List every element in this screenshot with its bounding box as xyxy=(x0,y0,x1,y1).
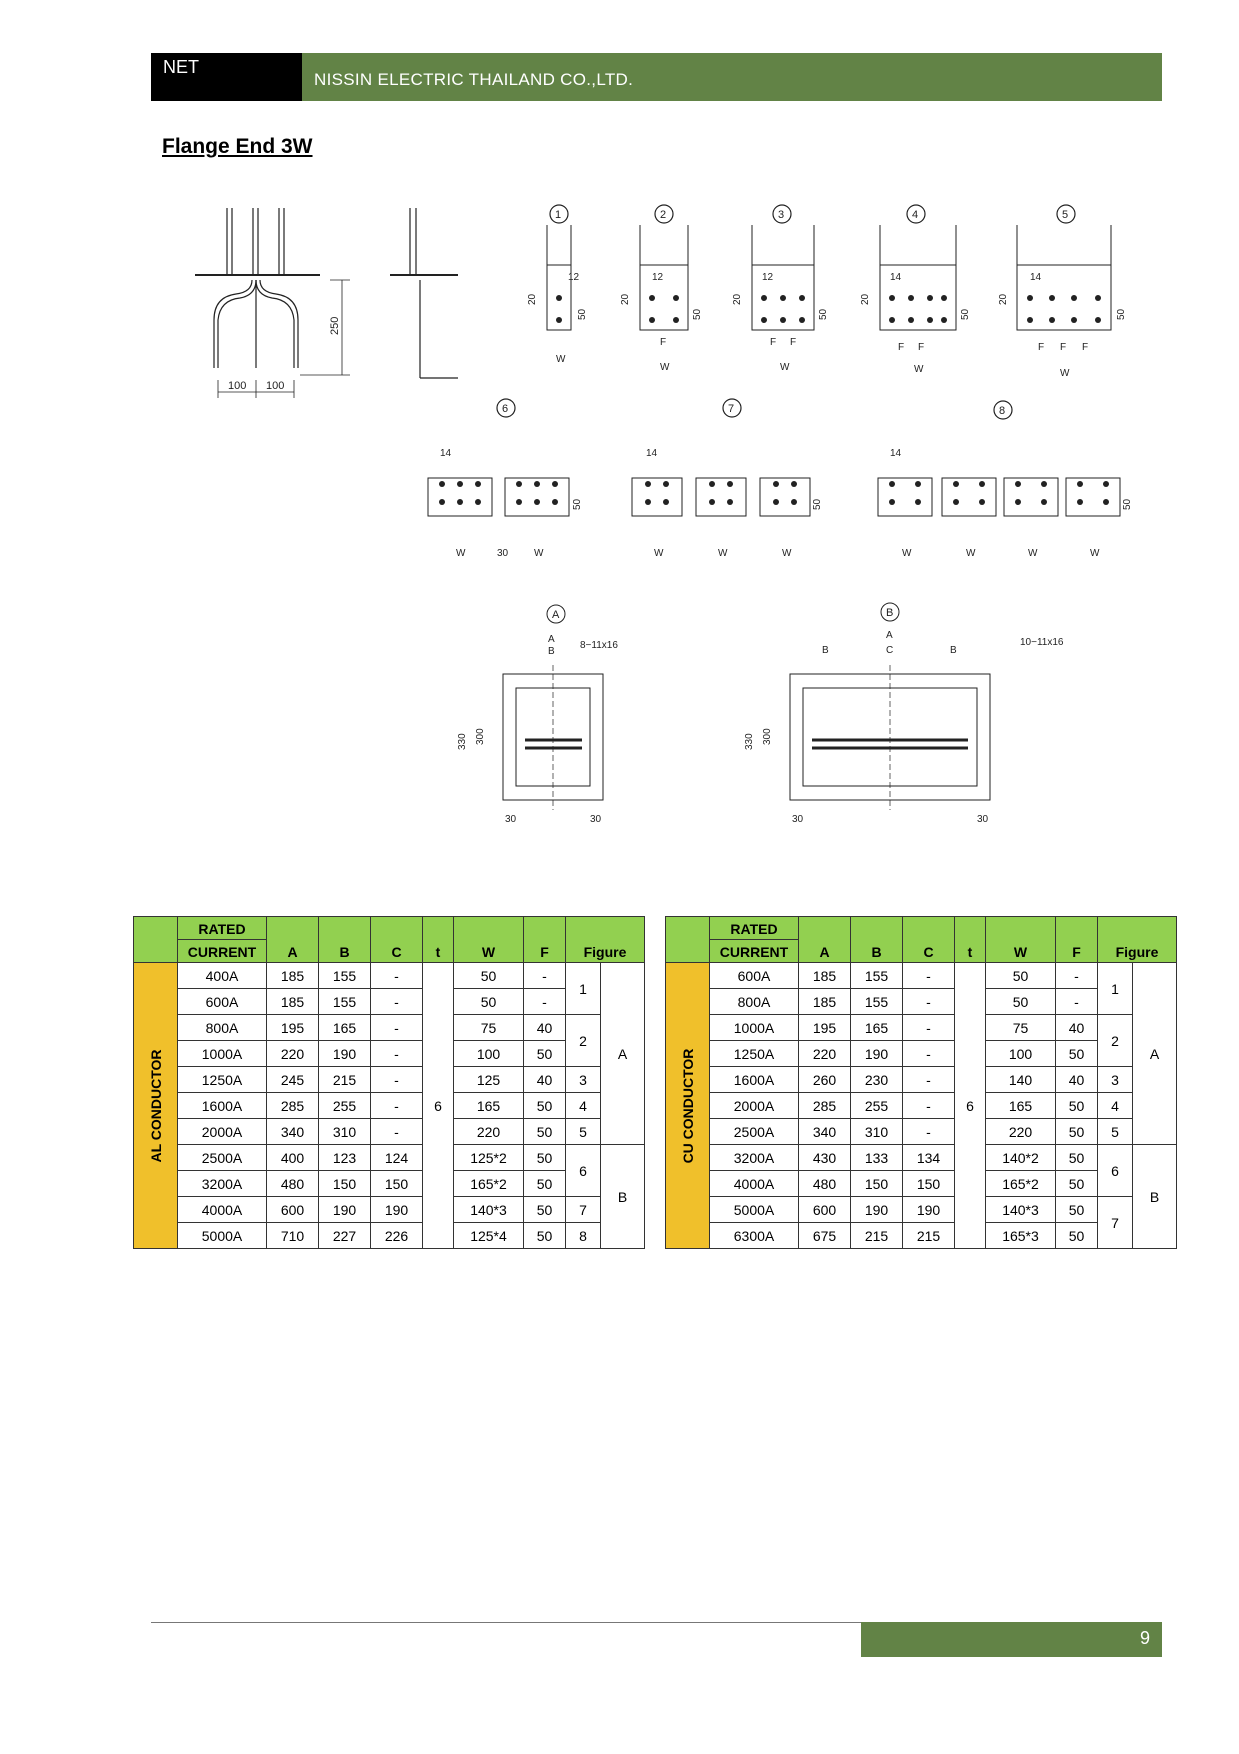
dim-12-fig2: 12 xyxy=(652,272,664,283)
al-side-label xyxy=(134,963,178,1249)
cu-fig-letter-b: B xyxy=(1133,1145,1177,1249)
dim-w1-fig8: W xyxy=(902,548,912,559)
table-cell: 1000A xyxy=(710,1015,799,1041)
fig-num-7: 7 xyxy=(728,403,735,415)
table-cell: 220 xyxy=(799,1041,851,1067)
dim-f1-fig5: F xyxy=(1038,342,1045,353)
table-cell: 230 xyxy=(851,1067,903,1093)
dim-w2-fig7: W xyxy=(718,548,728,559)
table-cell: 430 xyxy=(799,1145,851,1171)
table-cell: 50 xyxy=(1056,1093,1098,1119)
cu-header-w: W xyxy=(986,917,1056,963)
table-cell: - xyxy=(371,1093,423,1119)
table-cell: 226 xyxy=(371,1223,423,1249)
dim-20-fig4: 20 xyxy=(860,293,871,305)
al-t-value: 6 xyxy=(423,963,454,1249)
table-cell: 340 xyxy=(799,1119,851,1145)
table-cell: - xyxy=(1056,989,1098,1015)
table-cell: 50 xyxy=(524,1223,566,1249)
dim-50-fig2: 50 xyxy=(692,308,703,320)
plate-b-dim-300: 300 xyxy=(762,728,773,745)
plate-a-dim-330: 330 xyxy=(457,733,468,750)
dim-f2-fig3: F xyxy=(790,337,797,348)
plate-b-dim-b2: B xyxy=(950,645,957,656)
plate-b-dim-30r: 30 xyxy=(977,814,989,825)
table-cell: 8 xyxy=(566,1223,601,1249)
page-number: 9 xyxy=(1139,1628,1150,1648)
dim-30-fig6: 30 xyxy=(497,548,509,559)
table-cell: 50 xyxy=(1056,1145,1098,1171)
table-cell: 50 xyxy=(986,963,1056,989)
al-header-c: C xyxy=(371,917,423,963)
table-cell: 50 xyxy=(524,1171,566,1197)
table-row xyxy=(134,1119,645,1145)
fig-num-3: 3 xyxy=(778,209,785,221)
busbar-details-row2 xyxy=(428,448,1133,559)
table-cell: 2500A xyxy=(178,1145,267,1171)
table-row xyxy=(666,1145,1177,1171)
table-cell: 50 xyxy=(524,1145,566,1171)
table-cell: 165*2 xyxy=(454,1171,524,1197)
table-cell: 1600A xyxy=(710,1067,799,1093)
table-cell: 50 xyxy=(524,1041,566,1067)
dim-w-fig2: W xyxy=(660,362,670,373)
table-cell: 50 xyxy=(1056,1171,1098,1197)
table-cell: 600 xyxy=(799,1197,851,1223)
table-cell: - xyxy=(1056,963,1098,989)
table-cell: 165 xyxy=(319,1015,371,1041)
cu-header-current: CURRENT xyxy=(710,940,799,963)
table-row xyxy=(666,1093,1177,1119)
al-header-current: CURRENT xyxy=(178,940,267,963)
table-cell: 155 xyxy=(319,963,371,989)
table-cell: - xyxy=(371,989,423,1015)
dim-50-fig5: 50 xyxy=(1116,308,1127,320)
plate-label-b: B xyxy=(886,607,894,619)
table-cell: 4 xyxy=(566,1093,601,1119)
table-cell: 675 xyxy=(799,1223,851,1249)
plate-b-dim-a: A xyxy=(886,630,893,641)
table-cell: - xyxy=(903,1093,955,1119)
dim-14-fig7: 14 xyxy=(646,448,658,459)
table-cell: - xyxy=(371,1067,423,1093)
dim-14-fig4: 14 xyxy=(890,272,902,283)
dim-14-fig8: 14 xyxy=(890,448,902,459)
table-cell: 5000A xyxy=(178,1223,267,1249)
dim-f3-fig5: F xyxy=(1082,342,1089,353)
table-cell: 133 xyxy=(851,1145,903,1171)
table-cell: 310 xyxy=(319,1119,371,1145)
table-cell: - xyxy=(524,989,566,1015)
table-cell: 710 xyxy=(267,1223,319,1249)
cu-header-rated: RATED xyxy=(710,917,799,940)
cu-side-label xyxy=(666,963,710,1249)
table-cell: 1 xyxy=(566,963,601,1015)
dim-w1-fig6: W xyxy=(456,548,466,559)
table-cell: 7 xyxy=(566,1197,601,1223)
table-cell: 800A xyxy=(710,989,799,1015)
table-cell: 190 xyxy=(371,1197,423,1223)
table-cell: - xyxy=(903,989,955,1015)
fig-num-1: 1 xyxy=(555,209,562,221)
dim-w-fig1: W xyxy=(556,354,566,365)
dim-12-fig3: 12 xyxy=(762,272,774,283)
dim-w-fig5: W xyxy=(1060,368,1070,379)
al-conductor-table xyxy=(133,916,645,1249)
table-cell: 125*4 xyxy=(454,1223,524,1249)
dim-f2-fig5: F xyxy=(1060,342,1067,353)
al-header-f: F xyxy=(524,917,566,963)
table-cell: 1600A xyxy=(178,1093,267,1119)
table-cell: 6 xyxy=(1098,1145,1133,1197)
table-cell: 100 xyxy=(986,1041,1056,1067)
table-row xyxy=(134,1093,645,1119)
plate-b-dim-330: 330 xyxy=(744,733,755,750)
busbar-details-row1 xyxy=(527,225,1127,379)
table-cell: 165 xyxy=(454,1093,524,1119)
dim-50-fig1: 50 xyxy=(577,308,588,320)
company-name: NISSIN ELECTRIC THAILAND CO.,LTD. xyxy=(314,70,634,89)
table-cell: 155 xyxy=(319,989,371,1015)
table-cell: 220 xyxy=(454,1119,524,1145)
table-row xyxy=(134,1145,645,1171)
flange-plate-b xyxy=(744,603,1064,825)
table-cell: 75 xyxy=(986,1015,1056,1041)
table-cell: - xyxy=(903,1119,955,1145)
table-cell: 40 xyxy=(524,1015,566,1041)
table-cell: 2500A xyxy=(710,1119,799,1145)
plate-a-dim-30l: 30 xyxy=(505,814,517,825)
dim-w3-fig7: W xyxy=(782,548,792,559)
table-cell: 4000A xyxy=(710,1171,799,1197)
table-cell: 150 xyxy=(851,1171,903,1197)
table-cell: 50 xyxy=(524,1093,566,1119)
dim-50-fig8: 50 xyxy=(1122,498,1133,510)
table-cell: 50 xyxy=(1056,1223,1098,1249)
table-row xyxy=(666,1067,1177,1093)
side-label-text: CU CONDUCTOR xyxy=(679,1048,696,1163)
dim-w3-fig8: W xyxy=(1028,548,1038,559)
table-cell: 140*2 xyxy=(986,1145,1056,1171)
table-cell: 1 xyxy=(1098,963,1133,1015)
table-cell: 150 xyxy=(371,1171,423,1197)
table-cell: 75 xyxy=(454,1015,524,1041)
table-cell: 215 xyxy=(319,1067,371,1093)
table-row xyxy=(134,963,645,989)
table-cell: - xyxy=(371,1015,423,1041)
table-cell: 480 xyxy=(799,1171,851,1197)
dim-250: 250 xyxy=(329,316,341,335)
table-cell: 125*2 xyxy=(454,1145,524,1171)
cu-header-b: B xyxy=(851,917,903,963)
dim-50-fig4: 50 xyxy=(960,308,971,320)
table-cell: 3 xyxy=(1098,1067,1133,1093)
plate-b-dim-c: C xyxy=(886,645,894,656)
table-cell: 1250A xyxy=(710,1041,799,1067)
table-cell: 600 xyxy=(267,1197,319,1223)
cu-header-f: F xyxy=(1056,917,1098,963)
table-cell: 185 xyxy=(267,963,319,989)
dim-20-fig3: 20 xyxy=(732,293,743,305)
table-cell: 227 xyxy=(319,1223,371,1249)
table-cell: 190 xyxy=(851,1041,903,1067)
table-cell: 124 xyxy=(371,1145,423,1171)
table-cell: 5000A xyxy=(710,1197,799,1223)
fig-num-5: 5 xyxy=(1062,209,1069,221)
footer-page-box xyxy=(861,1622,1162,1657)
table-cell: 255 xyxy=(319,1093,371,1119)
plate-a-dim-30r: 30 xyxy=(590,814,602,825)
table-cell: 185 xyxy=(799,963,851,989)
table-row xyxy=(134,1015,645,1041)
plate-a-dim-300: 300 xyxy=(475,728,486,745)
table-cell: 7 xyxy=(1098,1197,1133,1249)
table-cell: 245 xyxy=(267,1067,319,1093)
footer-rule xyxy=(151,1622,861,1623)
table-cell: 4000A xyxy=(178,1197,267,1223)
header-tag-text: NET xyxy=(163,57,199,77)
al-header-row-1 xyxy=(134,917,645,940)
table-cell: - xyxy=(903,1041,955,1067)
table-cell: 100 xyxy=(454,1041,524,1067)
dim-f-fig2: F xyxy=(660,337,667,348)
cu-header-a: A xyxy=(799,917,851,963)
cu-conductor-table xyxy=(665,916,1177,1249)
table-cell: 140 xyxy=(986,1067,1056,1093)
table-cell: 600A xyxy=(710,963,799,989)
fig-num-6: 6 xyxy=(502,403,509,415)
table-cell: 155 xyxy=(851,989,903,1015)
dim-20-fig5: 20 xyxy=(998,293,1009,305)
dim-14-fig5: 14 xyxy=(1030,272,1042,283)
table-cell: - xyxy=(371,1041,423,1067)
table-cell: 190 xyxy=(319,1041,371,1067)
plate-a-dim-a: A xyxy=(548,634,555,645)
table-row xyxy=(134,1197,645,1223)
plate-b-dim-b1: B xyxy=(822,645,829,656)
table-cell: 260 xyxy=(799,1067,851,1093)
table-cell: 50 xyxy=(454,963,524,989)
dim-w2-fig8: W xyxy=(966,548,976,559)
table-cell: 134 xyxy=(903,1145,955,1171)
table-cell: 285 xyxy=(267,1093,319,1119)
side-view-drawing xyxy=(195,208,458,398)
table-cell: 1250A xyxy=(178,1067,267,1093)
table-cell: 800A xyxy=(178,1015,267,1041)
cu-header-figure: Figure xyxy=(1098,917,1177,963)
fig-num-2: 2 xyxy=(660,209,667,221)
dim-f1-fig3: F xyxy=(770,337,777,348)
table-cell: 123 xyxy=(319,1145,371,1171)
flange-plate-a xyxy=(457,605,618,825)
table-cell: 220 xyxy=(986,1119,1056,1145)
table-cell: 165*2 xyxy=(986,1171,1056,1197)
dim-w-fig3: W xyxy=(780,362,790,373)
fig-num-8: 8 xyxy=(999,405,1006,417)
table-cell: 340 xyxy=(267,1119,319,1145)
fig-num-4: 4 xyxy=(912,209,919,221)
dim-f2-fig4: F xyxy=(918,342,925,353)
al-header-w: W xyxy=(454,917,524,963)
table-cell: 40 xyxy=(1056,1067,1098,1093)
plate-label-a: A xyxy=(552,609,560,621)
table-cell: 5 xyxy=(566,1119,601,1145)
dim-100-left: 100 xyxy=(228,380,247,392)
table-cell: 190 xyxy=(903,1197,955,1223)
dim-f1-fig4: F xyxy=(898,342,905,353)
table-cell: 50 xyxy=(454,989,524,1015)
table-cell: 400A xyxy=(178,963,267,989)
table-cell: 220 xyxy=(267,1041,319,1067)
hole-spec-b: 10−11x16 xyxy=(1020,637,1064,648)
al-header-blank xyxy=(134,917,178,963)
table-cell: 40 xyxy=(1056,1015,1098,1041)
table-cell: 3200A xyxy=(710,1145,799,1171)
al-header-t: t xyxy=(423,917,454,963)
dim-50-fig3: 50 xyxy=(818,308,829,320)
table-cell: 190 xyxy=(319,1197,371,1223)
table-row xyxy=(134,1223,645,1249)
side-label-text: AL CONDUCTOR xyxy=(147,1048,164,1163)
table-cell: 50 xyxy=(524,1119,566,1145)
table-cell: - xyxy=(524,963,566,989)
table-row xyxy=(666,963,1177,989)
al-header-a: A xyxy=(267,917,319,963)
table-cell: 400 xyxy=(267,1145,319,1171)
table-cell: 50 xyxy=(524,1197,566,1223)
table-cell: 4 xyxy=(1098,1093,1133,1119)
table-cell: - xyxy=(903,963,955,989)
table-cell: 165 xyxy=(986,1093,1056,1119)
dim-14-fig6: 14 xyxy=(440,448,452,459)
cu-header-c: C xyxy=(903,917,955,963)
dim-20-fig1: 20 xyxy=(527,293,538,305)
table-cell: 150 xyxy=(903,1171,955,1197)
cu-header-row-1 xyxy=(666,917,1177,940)
al-fig-letter-b: B xyxy=(601,1145,645,1249)
cu-fig-letter-a: A xyxy=(1133,963,1177,1145)
table-cell: 2000A xyxy=(178,1119,267,1145)
table-cell: 215 xyxy=(851,1223,903,1249)
cu-header-t: t xyxy=(955,917,986,963)
table-cell: 190 xyxy=(851,1197,903,1223)
table-cell: 195 xyxy=(799,1015,851,1041)
table-cell: 215 xyxy=(903,1223,955,1249)
dim-12-fig1: 12 xyxy=(568,272,580,283)
al-header-rated: RATED xyxy=(178,917,267,940)
al-header-figure: Figure xyxy=(566,917,645,963)
hole-spec-a: 8−11x16 xyxy=(580,640,618,651)
dim-w4-fig8: W xyxy=(1090,548,1100,559)
dim-50-fig7: 50 xyxy=(812,498,823,510)
table-cell: 165*3 xyxy=(986,1223,1056,1249)
table-cell: 50 xyxy=(1056,1197,1098,1223)
dim-20-fig2: 20 xyxy=(620,293,631,305)
table-cell: 125 xyxy=(454,1067,524,1093)
table-cell: 3200A xyxy=(178,1171,267,1197)
table-cell: - xyxy=(903,1015,955,1041)
table-cell: 185 xyxy=(799,989,851,1015)
cu-t-value: 6 xyxy=(955,963,986,1249)
table-cell: 310 xyxy=(851,1119,903,1145)
table-cell: 50 xyxy=(1056,1119,1098,1145)
table-row xyxy=(666,1119,1177,1145)
table-cell: 195 xyxy=(267,1015,319,1041)
page-title: Flange End 3W xyxy=(162,135,313,158)
table-cell: 5 xyxy=(1098,1119,1133,1145)
dim-100-right: 100 xyxy=(266,380,285,392)
table-cell: 150 xyxy=(319,1171,371,1197)
table-cell: 6 xyxy=(566,1145,601,1197)
table-row xyxy=(134,1067,645,1093)
table-cell: - xyxy=(371,1119,423,1145)
table-cell: 185 xyxy=(267,989,319,1015)
table-cell: 2 xyxy=(566,1015,601,1067)
table-cell: 600A xyxy=(178,989,267,1015)
table-cell: 2000A xyxy=(710,1093,799,1119)
table-cell: 165 xyxy=(851,1015,903,1041)
table-cell: 140*3 xyxy=(454,1197,524,1223)
cu-header-blank xyxy=(666,917,710,963)
plate-a-dim-b: B xyxy=(548,646,555,657)
table-row xyxy=(666,1015,1177,1041)
table-row xyxy=(666,1197,1177,1223)
table-cell: 1000A xyxy=(178,1041,267,1067)
table-cell: 140*3 xyxy=(986,1197,1056,1223)
table-cell: 50 xyxy=(986,989,1056,1015)
plate-b-dim-30l: 30 xyxy=(792,814,804,825)
al-fig-letter-a: A xyxy=(601,963,645,1145)
table-cell: 50 xyxy=(1056,1041,1098,1067)
dim-50-fig6: 50 xyxy=(572,498,583,510)
dim-w-fig4: W xyxy=(914,364,924,375)
al-header-b: B xyxy=(319,917,371,963)
table-cell: 40 xyxy=(524,1067,566,1093)
table-cell: 2 xyxy=(1098,1015,1133,1067)
table-cell: 3 xyxy=(566,1067,601,1093)
table-cell: - xyxy=(903,1067,955,1093)
dim-w2-fig6: W xyxy=(534,548,544,559)
table-cell: 285 xyxy=(799,1093,851,1119)
table-cell: 6300A xyxy=(710,1223,799,1249)
table-cell: 480 xyxy=(267,1171,319,1197)
dim-w1-fig7: W xyxy=(654,548,664,559)
table-cell: - xyxy=(371,963,423,989)
table-cell: 155 xyxy=(851,963,903,989)
technical-drawing xyxy=(0,0,1239,860)
table-cell: 255 xyxy=(851,1093,903,1119)
